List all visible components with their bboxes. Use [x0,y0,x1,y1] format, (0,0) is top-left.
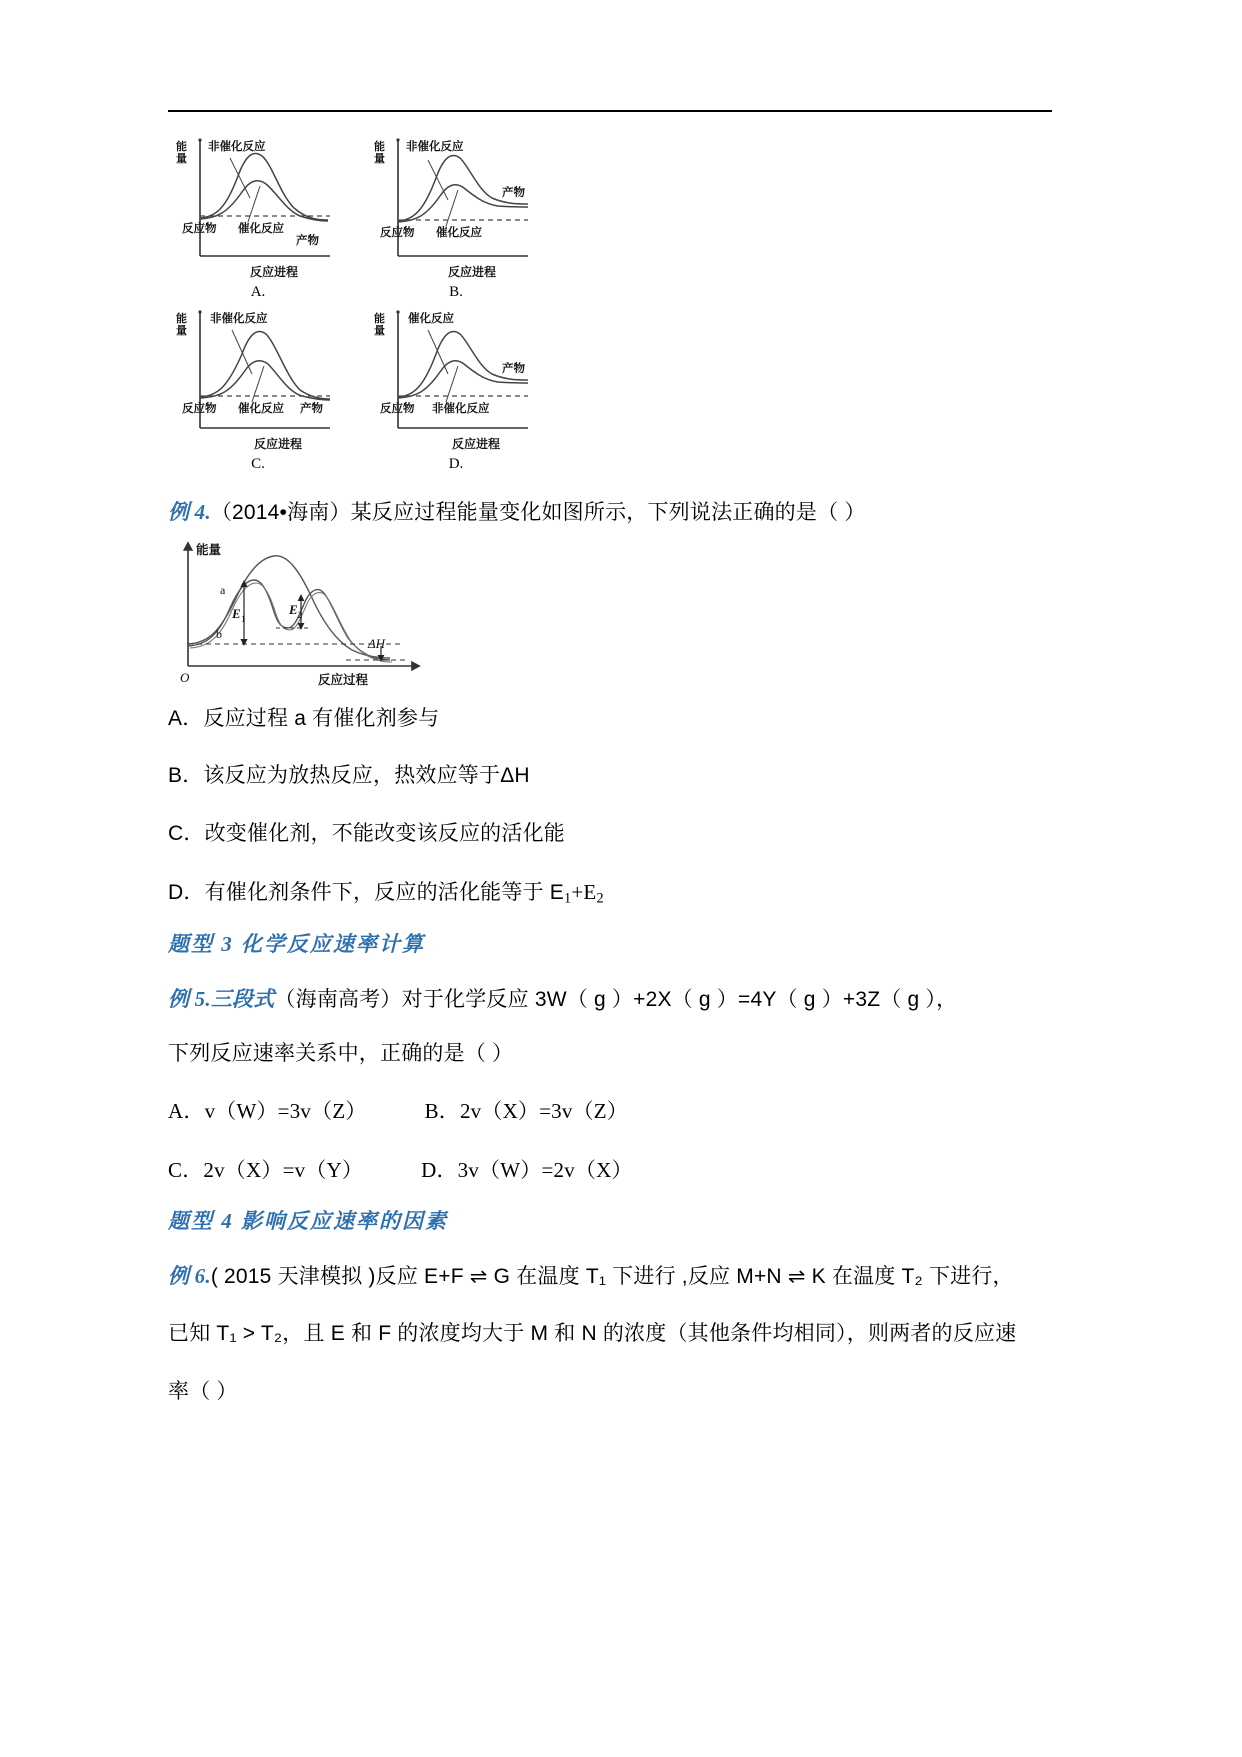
label-noncatalytic: 非催化反应 [406,141,464,153]
svg-text:反应进程: 反应进程 [448,265,497,279]
svg-text:量: 量 [176,153,187,165]
diagram-c-svg [168,300,348,460]
label-catalytic: 催化反应 [408,313,454,325]
curve-label-a: a [220,583,226,597]
svg-text:反应进程: 反应进程 [452,437,501,451]
svg-text:能: 能 [176,313,187,325]
example-4-option-d [168,878,1068,909]
label-catalytic: 催化反应 [436,227,482,239]
svg-text:能: 能 [374,141,385,153]
diagram-panel-b [366,128,546,301]
axis-label-energy: 能 [176,141,187,153]
example-6-stem-text-1: ( 2015 天津模拟 )反应 E+F ⇌ G 在温度 T₁ 下进行 ,反应 M+N ⇌ K 在温度 T₂ 下进行， [210,1265,1014,1288]
option-d-mid: +E [571,880,597,904]
origin-label: O [180,670,190,685]
label-e2: E [289,602,298,617]
label-noncatalytic: 非催化反应 [432,403,490,415]
example-5-options-row-2 [168,1156,1068,1184]
diagram-panel-d [366,300,546,473]
svg-text:1: 1 [241,614,246,624]
example-5-option-d: D．3v（W）=2v（X） [421,1158,633,1182]
axis-label-progress: 反应进程 [250,265,299,279]
svg-text:2: 2 [298,610,303,620]
label-reactant: 反应物 [182,223,217,235]
figure-row-cd [168,300,546,473]
section-heading-4: 题型 4 影响反应速率的因素 [168,1209,448,1233]
label-product: 产物 [296,235,319,247]
option-d-text: D．有催化剂条件下，反应的活化能等于 E [168,881,565,904]
panel-caption-c: C. [251,456,265,472]
section-heading-3: 题型 3 化学反应速率计算 [168,932,425,956]
svg-text:反应进程: 反应进程 [254,437,303,451]
svg-text:量: 量 [176,325,187,337]
example-5-option-c: C．2v（X）=v（Y） [168,1158,364,1182]
label-reactant: 反应物 [380,403,415,415]
energy-profile-figure [168,536,428,686]
example-5-options-row-1 [168,1097,1068,1125]
svg-text:能: 能 [374,313,385,325]
label-e1: E [232,606,241,621]
example-6-stem-line-3: 率（ ） [168,1380,238,1403]
label-reactant: 反应物 [380,227,415,239]
diagram-panel-a [168,128,348,301]
diagram-panel-c [168,300,348,473]
label-reactant: 反应物 [182,403,217,415]
option-d-sub1: 1 [564,890,572,907]
example-5-marker: 例 5. [168,987,211,1011]
example-5-stem-line-2: 下列反应速率关系中，正确的是（ ） [168,1042,514,1065]
panel-caption-b: B. [449,284,463,300]
example-4-stem [168,498,1068,527]
diagram-d-svg [366,300,546,460]
label-catalytic: 催化反应 [238,403,284,415]
label-delta-h: ΔH [368,636,386,651]
example-4-marker: 例 4. [168,500,211,524]
label-noncatalytic: 非催化反应 [210,313,268,325]
svg-text:量: 量 [374,325,385,337]
option-d-sub2: 2 [596,890,604,907]
example-6-stem-line-1 [168,1262,1068,1291]
example-6-marker: 例 6. [168,1264,211,1288]
example-6-stem-line-2: 已知 T₁ > T₂，且 E 和 F 的浓度均大于 M 和 N 的浓度（其他条件均相同），则两者的反应速 [168,1322,1017,1345]
energy-profile-svg [168,536,428,686]
diagram-b-svg [366,128,546,288]
diagram-a-svg [168,128,348,288]
axis-label-energy: 能量 [196,543,222,557]
label-product: 产物 [502,187,525,199]
curve-label-b: b [216,627,222,641]
example-5-stem-text-1: （海南高考）对于化学反应 3W（ g ）+2X（ g ）=4Y（ g ）+3Z（ g ）， [274,988,958,1011]
example-4-stem-text: （2014•海南）某反应过程能量变化如图所示，下列说法正确的是（ ） [210,501,866,524]
svg-text:量: 量 [374,153,385,165]
panel-caption-a: A. [250,284,266,300]
header-rule [168,110,1052,112]
example-4-option-a: A．反应过程 a 有催化剂参与 [168,707,440,730]
example-5-stem-line-1 [168,985,1068,1014]
label-product: 产物 [502,363,525,375]
figure-row-ab [168,128,546,301]
label-catalytic: 催化反应 [238,223,284,235]
example-4-option-b: B．该反应为放热反应，热效应等于ΔH [168,764,530,787]
example-4-option-c: C．改变催化剂，不能改变该反应的活化能 [168,822,565,845]
example-5-marker-tag: 三段式 [210,987,275,1011]
example-5-option-b: B．2v（X）=3v（Z） [424,1099,629,1123]
panel-caption-d: D. [448,456,464,472]
axis-label-progress: 反应过程 [318,673,369,686]
label-noncatalytic: 非催化反应 [208,141,266,153]
example-5-option-a: A．v（W）=3v（Z） [168,1099,367,1123]
label-product: 产物 [300,403,323,415]
